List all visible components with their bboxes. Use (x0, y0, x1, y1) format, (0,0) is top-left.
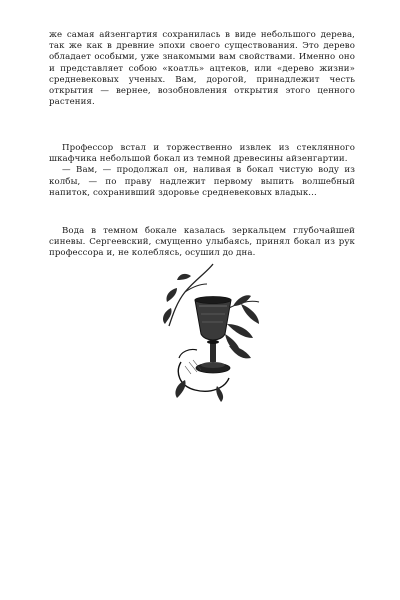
text-block-middle (49, 143, 355, 199)
goblet-illustration (155, 262, 265, 402)
text-block-lower (49, 226, 355, 260)
paragraph: Вода в темном бокале казалась зеркальцем глубочайшей синевы. Сергеевский, смущенно улыбаясь, принял бокал из рук профессора и, не колеблясь, осушил до дна. (49, 226, 355, 259)
paragraph: же самая айзенгартия сохранилась в виде небольшого дерева, так же как в древние эпохи своего существования. Это дерево обладает особыми, уже знакомыми вам свойствами. Именно оно и представляет собою «коатль» ацтеков, или «дерево жизни» средневековых ученых. Вам, дорогой, принадлежит честь открытия — вернее, возобновления открытия этого ценного растения. (49, 30, 355, 108)
paragraph: Профессор встал и торжественно извлек из стеклянного шкафчика небольшой бокал из темной древесины айзенгартии. (49, 143, 355, 165)
text-block-top (49, 30, 355, 108)
paragraph: — Вам, — продолжал он, наливая в бокал чистую воду из колбы, — по праву надлежит первому выпить волшебный напиток, сохранивший здоровье средневековых владык... (49, 165, 355, 198)
goblet-drawing-icon (155, 262, 265, 402)
